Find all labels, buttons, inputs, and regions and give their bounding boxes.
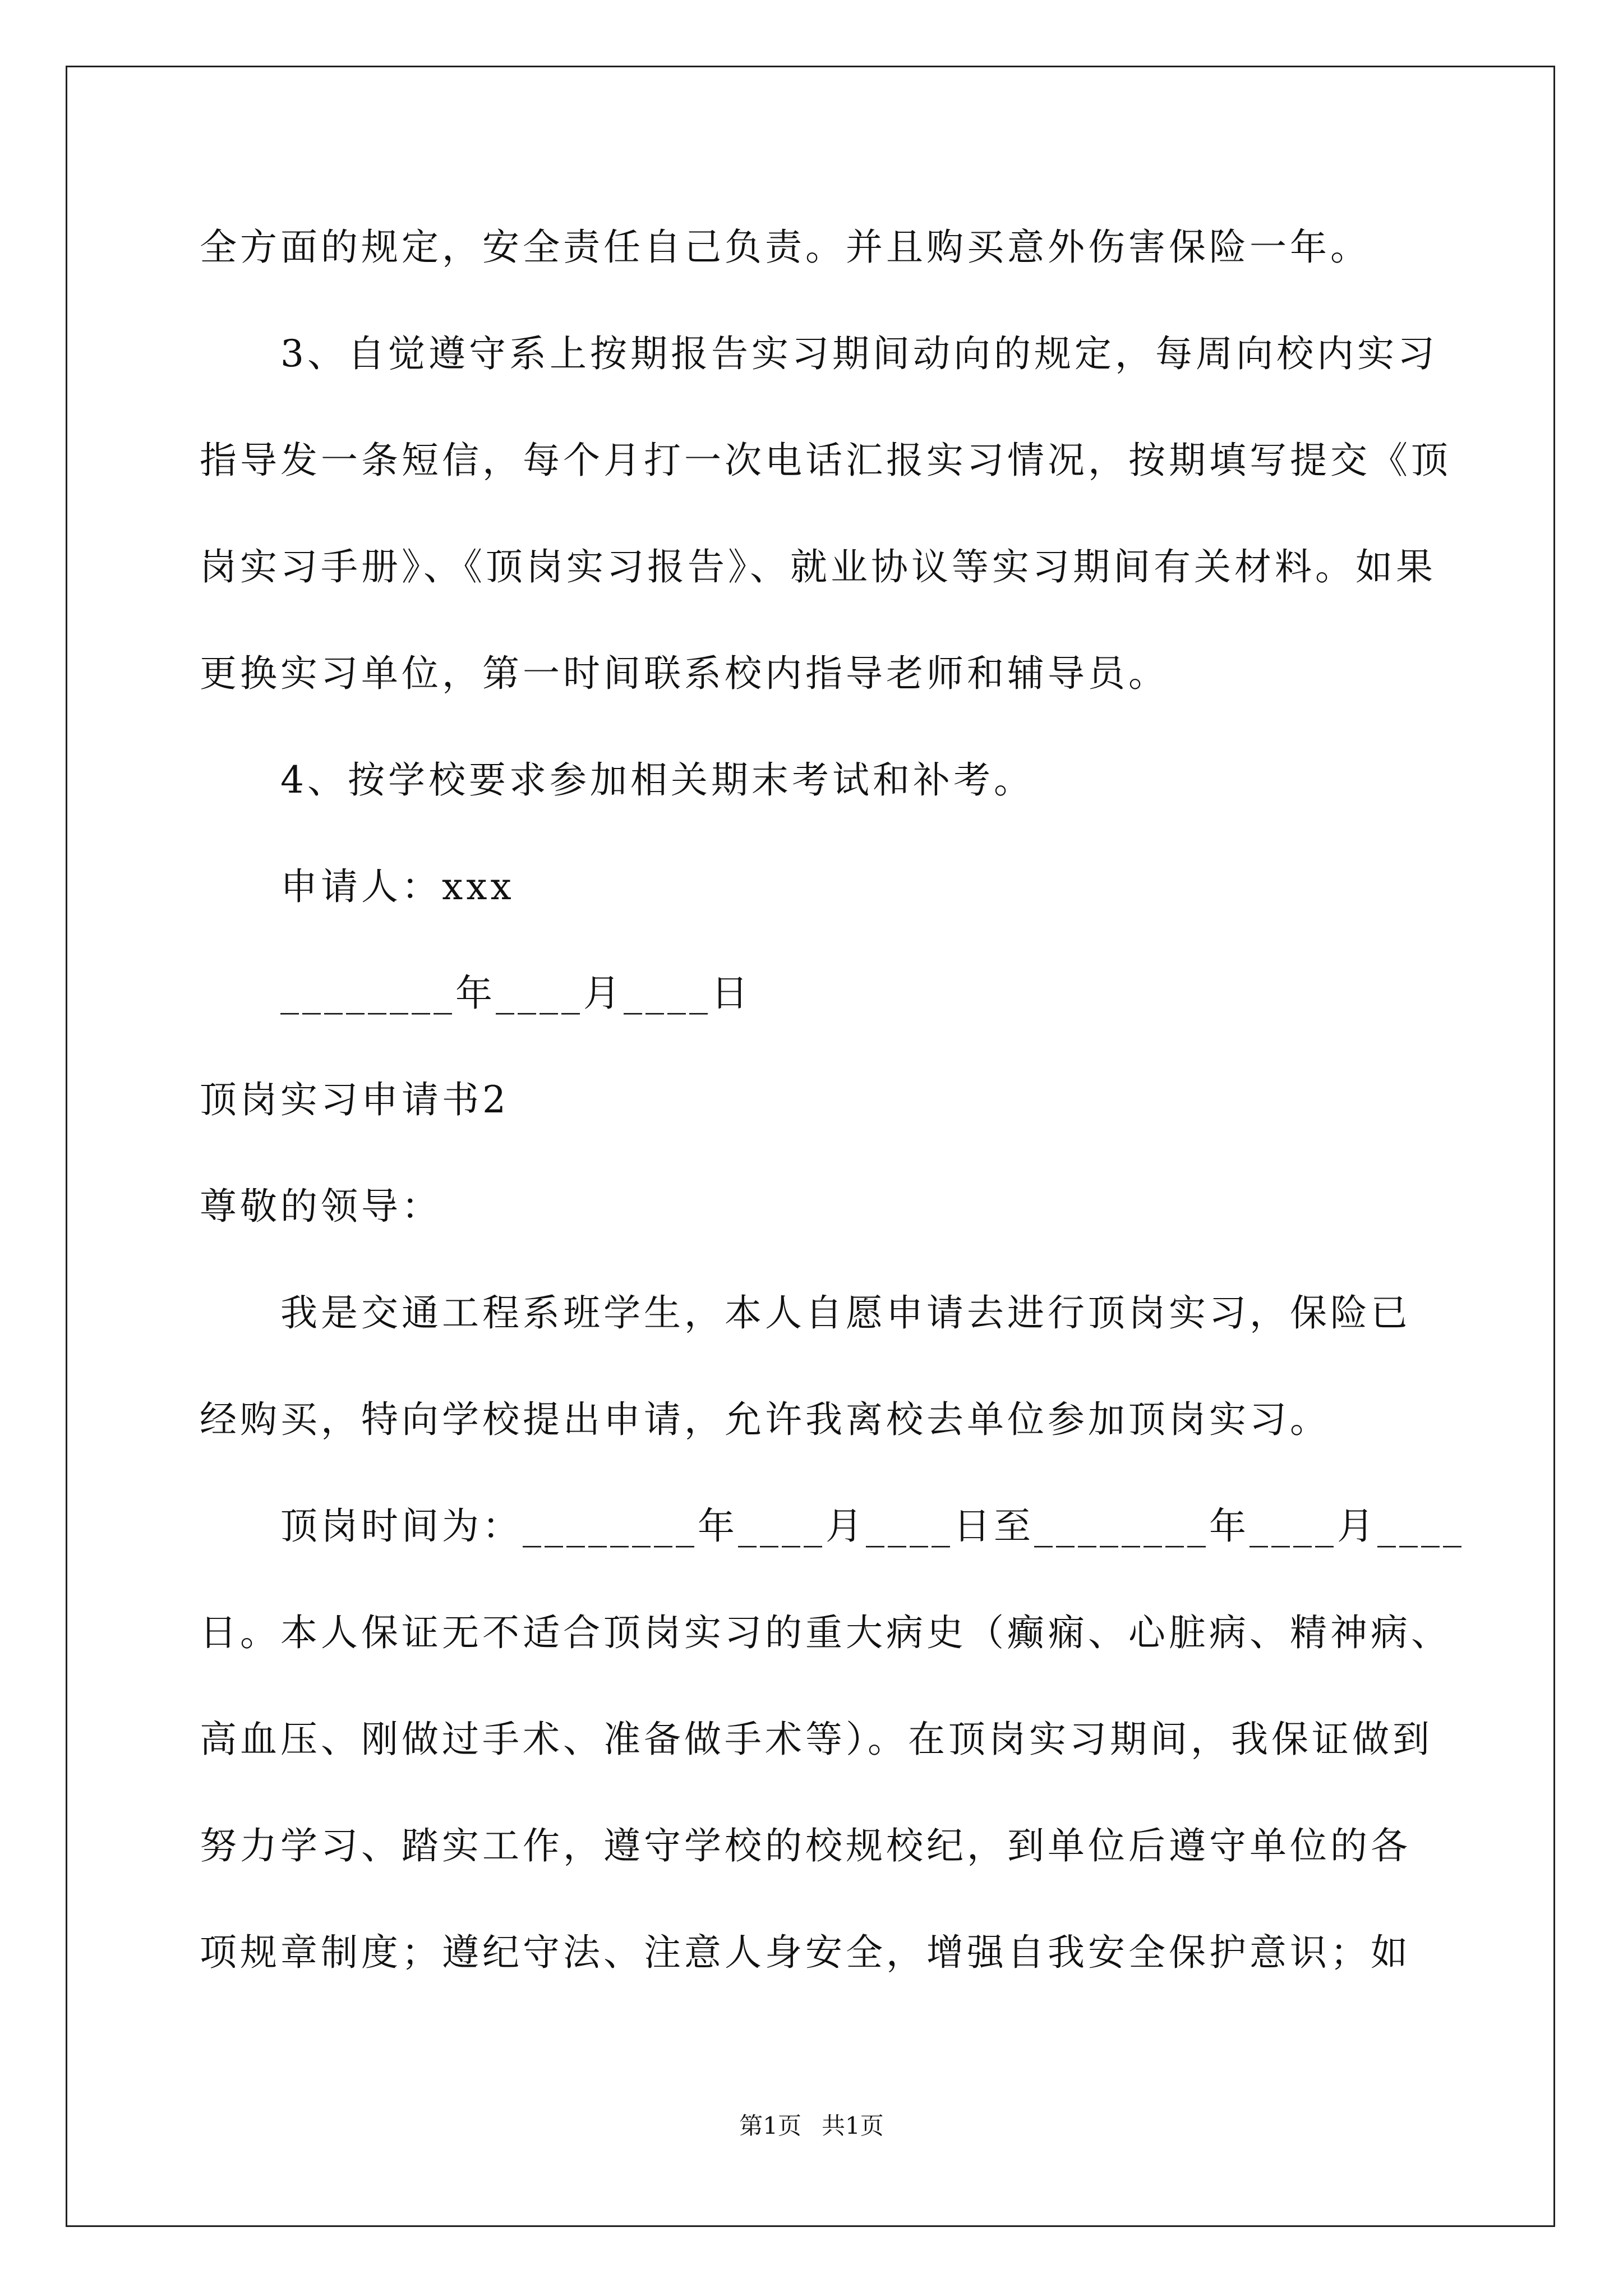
body-line-15: 高血压、刚做过手术、准备做手术等）。在顶岗实习期间，我保证做到 — [200, 1718, 1433, 1761]
body-line-6: 4、按学校要求参加相关期末考试和补考。 — [280, 758, 1034, 802]
body-line-3: 指导发一条短信，每个月打一次电话汇报实习情况，按期填写提交《顶 — [200, 439, 1451, 482]
page-total: 共1页 — [822, 2112, 884, 2139]
body-line-12: 经购买，特向学校提出申请，允许我离校去单位参加顶岗实习。 — [200, 1398, 1330, 1441]
salutation: 尊敬的领导： — [200, 1185, 442, 1228]
body-line-11: 我是交通工程系班学生，本人自愿申请去进行顶岗实习，保险已 — [280, 1291, 1411, 1335]
body-line-1: 全方面的规定，安全责任自己负责。并且购买意外伤害保险一年。 — [200, 226, 1371, 269]
page-footer — [0, 2109, 1623, 2143]
body-line-5: 更换实习单位，第一时间联系校内指导老师和辅导员。 — [200, 652, 1169, 695]
body-line-2: 3、自觉遵守系上按期报告实习期间动向的规定，每周向校内实习 — [280, 332, 1438, 375]
period-line: 顶岗时间为：________年____月____日至________年____月____ — [280, 1504, 1465, 1548]
page-border — [66, 66, 1555, 2227]
body-line-14: 日。本人保证无不适合顶岗实习的重大病史（癫痫、心脏病、精神病、 — [200, 1611, 1451, 1654]
page-number: 第1页 — [739, 2112, 801, 2139]
date-line: ________年____月____日 — [280, 972, 751, 1015]
body-line-17: 项规章制度；遵纪守法、注意人身安全，增强自我安全保护意识；如 — [200, 1931, 1411, 1974]
body-line-4: 岗实习手册》、《顶岗实习报告》、就业协议等实习期间有关材料。如果 — [200, 545, 1436, 588]
section-title: 顶岗实习申请书2 — [200, 1078, 509, 1121]
body-line-16: 努力学习、踏实工作，遵守学校的校规校纪，到单位后遵守单位的各 — [200, 1824, 1411, 1867]
applicant-line: 申请人：xxx — [280, 865, 515, 908]
